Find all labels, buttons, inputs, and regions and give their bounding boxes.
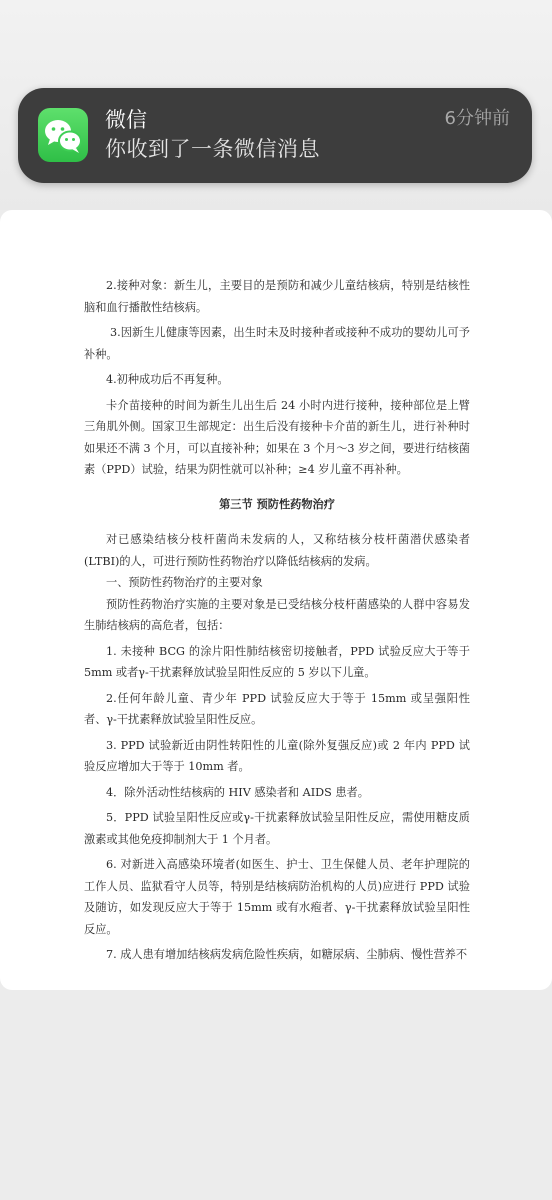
notification-app-name: 微信	[105, 108, 147, 132]
paragraph: 一、预防性药物治疗的主要对象	[106, 576, 263, 589]
paragraph: 4．除外活动性结核病的 HIV 感染者和 AIDS 患者。	[106, 785, 369, 799]
paragraph: 2.任何年龄儿童、青少年 PPD 试验反应大于等于 15mm 或呈强阳性者、γ-干扰素释放试验呈阳性反应。	[84, 691, 470, 726]
notification-message: 你收到了一条微信消息	[105, 137, 320, 161]
paragraph: 对已感染结核分枝杆菌尚未发病的人，又称结核分枝杆菌潜伏感染者(LTBI)的人，可进行预防性药物治疗以降低结核病的发病。	[84, 533, 470, 568]
paragraph: 5．PPD 试验呈阳性反应或γ-干扰素释放试验呈阳性反应，需使用糖皮质激素或其他免疫抑制剂大于 1 个月者。	[84, 811, 470, 846]
paragraph: 卡介苗接种的时间为新生儿出生后 24 小时内进行接种，接种部位是上臂三角肌外侧。国家卫生部规定：出生后没有接种卡介苗的新生儿，进行补种时如果还不满 3 个月，可以直接补种；如果在 3 个月～3 岁之间，要进行结核菌素（PPD）试验，结果为阴性就可以补种；≥4 岁儿童不再补种。	[84, 398, 470, 476]
paragraph: 3.因新生儿健康等因素，出生时未及时接种者或接种不成功的婴幼儿可予补种。	[84, 326, 470, 361]
paragraph: 6. 对新进入高感染环境者(如医生、护士、卫生保健人员、老年护理院的工作人员、监狱看守人员等，特别是结核病防治机构的人员)应进行 PPD 试验及随访，如发现反应大于等于 15mm 或有水疱者、γ-干扰素释放试验呈阳性反应。	[84, 858, 470, 936]
paragraph: 4.初种成功后不再复种。	[106, 373, 229, 386]
paragraph: 预防性药物治疗实施的主要对象是已受结核分枝杆菌感染的人群中容易发生肺结核病的高危者，包括：	[84, 597, 470, 632]
paragraph: 1. 未接种 BCG 的涂片阳性肺结核密切接触者，PPD 试验反应大于等于 5mm 或者γ-干扰素释放试验呈阳性反应的 5 岁以下儿童。	[84, 644, 470, 679]
wechat-icon	[38, 108, 88, 162]
paragraph: 2.接种对象：新生儿，主要目的是预防和减少儿童结核病，特别是结核性脑和血行播散性结核病。	[84, 279, 470, 314]
paragraph: 3. PPD 试验新近由阴性转阳性的儿童(除外复强反应)或 2 年内 PPD 试验反应增加大于等于 10mm 者。	[84, 738, 470, 773]
notification-time: 6分钟前	[444, 108, 510, 129]
wechat-notification-banner[interactable]	[18, 88, 532, 183]
document-body	[84, 275, 470, 966]
document-page[interactable]	[0, 210, 552, 990]
section-title: 第三节 预防性药物治疗	[219, 496, 335, 511]
paragraph: 7. 成人患有增加结核病发病危险性疾病，如糖尿病、尘肺病、慢性营养不	[106, 948, 468, 961]
